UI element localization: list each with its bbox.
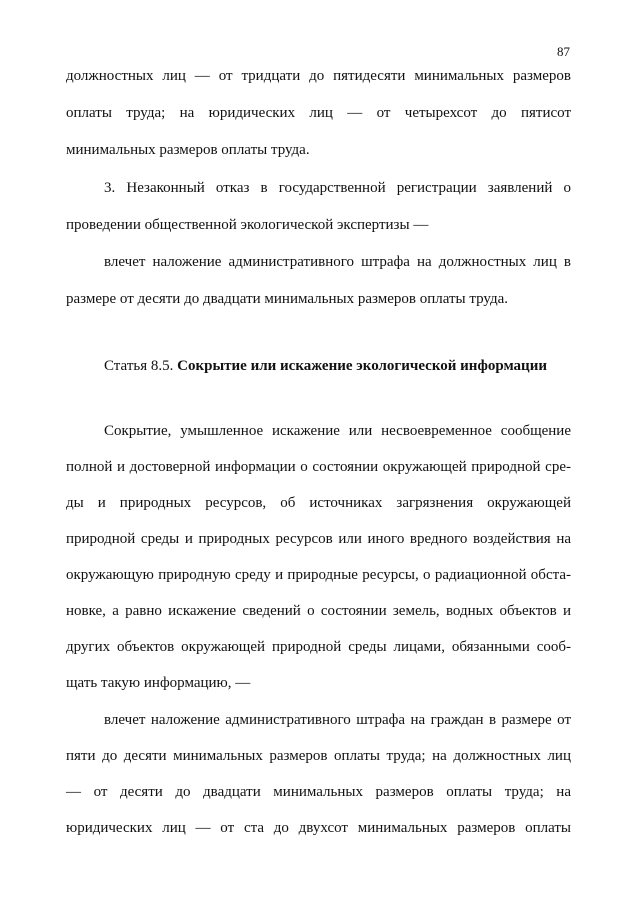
disposition-line: природной среды и природных ресурсов или иного вредного воздействия на [66, 531, 571, 547]
sanction-line: юридических лиц — от ста до двухсот минимальных размеров оплаты [66, 820, 571, 836]
disposition-line: ды и природных ресурсов, об источниках загрязнения окружающей [66, 495, 571, 511]
penalty-line: влечет наложение административного штрафа на должностных лиц в [104, 254, 571, 270]
text-line: оплаты труда; на юридических лиц — от четырехсот до пятисот [66, 105, 571, 121]
item-3-line: 3. Незаконный отказ в государственной регистрации заявлений о [104, 180, 571, 196]
disposition-line: щать такую информацию, — [66, 675, 251, 691]
sanction-line: влечет наложение административного штрафа на граждан в размере от [104, 712, 571, 728]
sanction-line: пяти до десяти минимальных размеров оплаты труда; на должностных лиц [66, 748, 571, 764]
text-line: минимальных размеров оплаты труда. [66, 142, 310, 158]
item-3-line: проведении общественной экологической экспертизы — [66, 217, 429, 233]
article-heading [104, 357, 604, 375]
disposition-line: новке, а равно искажение сведений о состоянии земель, водных объектов и [66, 603, 571, 619]
penalty-line: размере от десяти до двадцати минимальных размеров оплаты труда. [66, 291, 508, 307]
article-number: Статья 8.5. [104, 358, 174, 374]
disposition-line: других объектов окружающей природной среды лицами, обязанными сооб- [66, 639, 571, 655]
disposition-line: окружающую природную среду и природные ресурсы, о радиационной обста- [66, 567, 571, 583]
article-title: Сокрытие или искажение экологической информации [177, 358, 547, 374]
page-number: 87 [557, 44, 570, 59]
text-line: должностных лиц — от тридцати до пятидесяти минимальных размеров [66, 68, 571, 84]
disposition-line: полной и достоверной информации о состоянии окружающей природной сре- [66, 459, 571, 475]
sanction-line: — от десяти до двадцати минимальных размеров оплаты труда; на [66, 784, 571, 800]
disposition-line: Сокрытие, умышленное искажение или несвоевременное сообщение [104, 423, 571, 439]
